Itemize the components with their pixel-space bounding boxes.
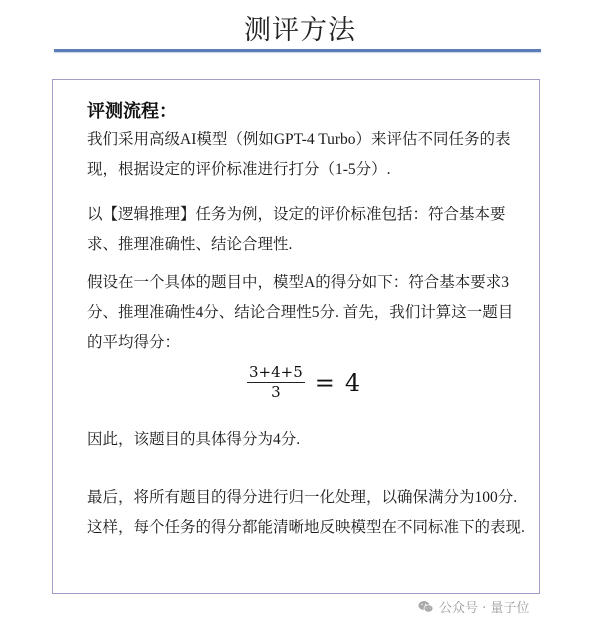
formula-result: 4 xyxy=(344,368,361,397)
title-underline-divider xyxy=(54,49,541,52)
fraction-numerator: 3+4+5 xyxy=(249,363,303,381)
average-score-formula xyxy=(247,363,360,402)
page-title: 测评方法 xyxy=(244,15,356,46)
equals-sign: = xyxy=(314,368,335,397)
evaluation-process-box xyxy=(52,79,540,594)
paragraph-criteria: 以【逻辑推理】任务为例，设定的评价标准包括：符合基本要求、推理准确性、结论合理性. xyxy=(87,206,506,253)
section-heading: 评测流程： xyxy=(87,101,177,122)
paragraph-normalization: 最后，将所有题目的得分进行归一化处理，以确保满分为100分. 这样，每个任务的得分都能清晰地反映模型在不同标准下的表现. xyxy=(87,489,525,536)
fraction xyxy=(247,363,305,402)
fraction-denominator: 3 xyxy=(271,383,281,401)
paragraph-intro: 我们采用高级AI模型（例如GPT-4 Turbo）来评估不同任务的表现，根据设定的评价标准进行打分（1-5分）. xyxy=(87,131,511,178)
wechat-icon xyxy=(418,600,434,613)
paragraph-example: 假设在一个具体的题目中，模型A的得分如下：符合基本要求3分、推理准确性4分、结论合理性5分. 首先，我们计算这一题目的平均得分： xyxy=(87,274,514,351)
paragraph-conclusion: 因此，该题目的具体得分为4分. xyxy=(87,431,301,448)
watermark xyxy=(418,597,529,616)
watermark-text: 公众号 · 量子位 xyxy=(439,601,530,616)
